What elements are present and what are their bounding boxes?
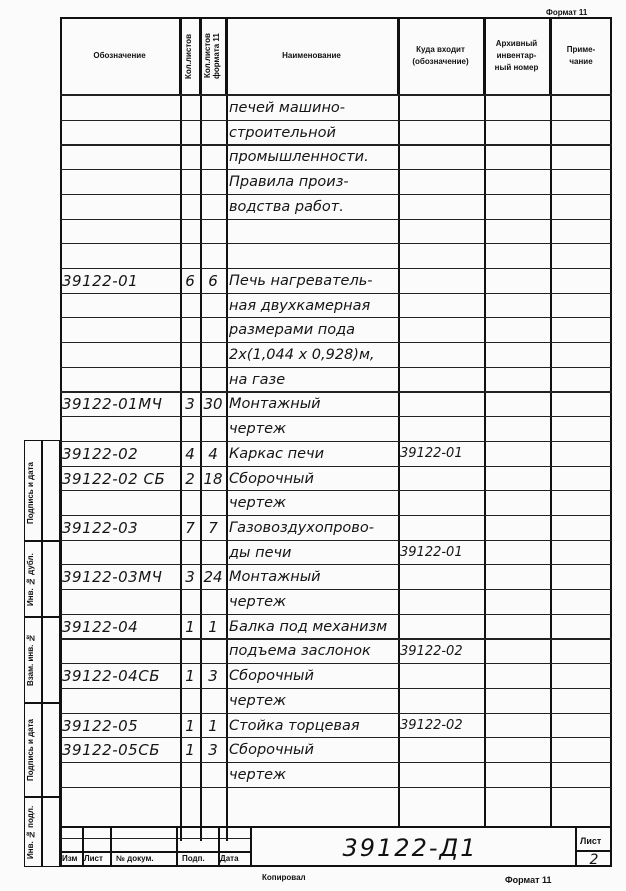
sheets-format-cell: 24 — [203, 568, 223, 587]
name-cell — [229, 220, 397, 244]
name-cell: на газе — [229, 371, 286, 388]
where-used-cell — [400, 615, 484, 639]
where-used-cell — [400, 590, 484, 614]
where-used-cell — [400, 96, 484, 120]
where-used-cell — [400, 269, 484, 293]
where-used-cell — [400, 763, 484, 787]
sheets-count-cell — [180, 294, 200, 318]
sheets-count-cell: 2 — [185, 469, 195, 488]
designation-cell — [62, 195, 178, 219]
designation-cell — [62, 121, 178, 145]
side-label-sign-date-1: Подпись и дата — [26, 462, 35, 524]
sheets-count-cell — [180, 689, 200, 713]
name-cell: Сборочный — [229, 668, 314, 685]
where-used-cell — [400, 145, 484, 169]
header-designation: Обозначение — [60, 17, 180, 95]
designation-cell — [62, 220, 178, 244]
sheet-label: Лист — [580, 836, 602, 846]
where-used-cell — [400, 392, 484, 416]
designation-cell — [62, 541, 178, 565]
where-used-cell — [400, 689, 484, 713]
designation-cell — [62, 343, 178, 367]
header-note: Приме- чание — [566, 45, 596, 66]
name-cell: чертеж — [229, 766, 287, 783]
sheets-format-cell — [200, 96, 226, 120]
designation-cell — [62, 763, 178, 787]
sheets-count-cell: 3 — [185, 568, 195, 587]
sheets-format-cell — [200, 318, 226, 342]
sheets-format-cell — [200, 195, 226, 219]
designation-cell: 39122-04 — [62, 617, 139, 636]
sheets-count-cell — [180, 244, 200, 268]
sheets-format-cell: 18 — [203, 469, 223, 488]
name-cell: ды печи — [229, 544, 292, 561]
where-used-cell — [400, 417, 484, 441]
where-used-cell — [400, 343, 484, 367]
sheets-count-cell: 1 — [185, 741, 195, 760]
document-designation: 39122-Д1 — [342, 834, 478, 862]
sheets-count-cell: 7 — [185, 518, 195, 537]
designation-cell — [62, 145, 178, 169]
sheets-format-cell: 3 — [208, 741, 218, 760]
designation-cell — [62, 590, 178, 614]
where-used-cell — [400, 565, 484, 589]
designation-cell — [62, 96, 178, 120]
sheets-format-cell — [200, 294, 226, 318]
where-used-cell — [400, 121, 484, 145]
sheets-format-cell — [200, 590, 226, 614]
sheets-format-cell: 7 — [208, 518, 218, 537]
sheets-count-cell — [180, 590, 200, 614]
sheet-number: 2 — [589, 851, 599, 868]
sheets-count-cell: 3 — [185, 395, 195, 414]
tb-label-doc: № докум. — [116, 854, 154, 863]
header-where-used: Куда входит (обозначение) — [398, 17, 484, 95]
tb-label-change: Изм — [62, 854, 78, 863]
where-used-cell: 39122-01 — [400, 545, 463, 561]
sheets-count-cell — [180, 121, 200, 145]
sheets-format-cell: 30 — [203, 395, 223, 414]
sheets-format-cell: 1 — [208, 617, 218, 636]
sheets-count-cell — [180, 220, 200, 244]
name-cell: Монтажный — [229, 396, 321, 413]
name-cell: Сборочный — [229, 470, 314, 487]
binding-sep-4 — [24, 796, 60, 798]
name-cell: печей машино- — [229, 100, 346, 116]
name-cell: 2х(1,044 х 0,928)м, — [229, 347, 375, 363]
tb-col-3 — [176, 826, 178, 867]
where-used-cell — [400, 244, 484, 268]
designation-cell: 39122-04СБ — [62, 667, 160, 686]
where-used-cell — [400, 467, 484, 491]
sheets-format-cell — [200, 244, 226, 268]
sheets-format-cell — [200, 417, 226, 441]
name-cell: Стойка торцевая — [229, 717, 360, 734]
header-name: Наименование — [226, 17, 398, 95]
designation-cell — [62, 318, 178, 342]
title-block-row-2 — [60, 851, 250, 853]
where-used-cell — [400, 170, 484, 194]
binding-sep-3 — [24, 702, 60, 704]
sheets-format-cell: 6 — [208, 271, 218, 290]
header-archive-number: Архивный инвентар- ный номер — [484, 17, 550, 95]
designation-cell — [62, 639, 178, 663]
side-label-sign-date-2: Подпись и дата — [26, 719, 35, 781]
name-cell: Монтажный — [229, 569, 321, 586]
designation-cell: 39122-05СБ — [62, 741, 160, 760]
where-used-cell: 39122-02 — [400, 718, 463, 733]
name-cell: Балка под механизм — [229, 618, 388, 635]
designation-cell — [62, 368, 178, 392]
format-label-top: Формат 11 — [546, 8, 588, 17]
designation-cell: 39122-01МЧ — [62, 395, 163, 414]
name-cell: размерами пода — [229, 322, 355, 339]
where-used-cell — [400, 491, 484, 515]
designation-cell: 39122-03МЧ — [62, 568, 163, 587]
designation-cell: 39122-02 — [62, 444, 139, 463]
where-used-cell — [400, 368, 484, 392]
col-line-3 — [226, 17, 228, 841]
footer-format: Формат 11 — [505, 875, 552, 885]
name-cell: водства работ. — [229, 198, 344, 215]
name-cell: чертеж — [229, 594, 287, 610]
where-used-cell — [400, 738, 484, 762]
name-cell: Каркас печи — [229, 445, 325, 462]
side-label-dup-inv: Инв. № дубл. — [26, 553, 35, 607]
name-cell: чертеж — [229, 495, 287, 512]
where-used-cell: 39122-01 — [400, 446, 463, 462]
sheets-count-cell — [180, 318, 200, 342]
name-cell: Правила произ- — [229, 174, 349, 191]
header-sheets-format: Кол.листов формата 11 — [200, 17, 226, 95]
sheets-format-cell — [200, 220, 226, 244]
sheets-count-cell: 1 — [185, 617, 195, 636]
name-cell: промышленности. — [229, 149, 369, 166]
where-used-cell: 39122-02 — [400, 643, 463, 659]
name-cell: подъема заслонок — [229, 643, 371, 660]
sheets-count-cell — [180, 639, 200, 663]
col-line-6 — [550, 17, 552, 827]
sheets-format-cell — [200, 541, 226, 565]
side-label-replace-inv: Взам. инв. № — [26, 633, 35, 687]
sheets-count-cell: 4 — [185, 444, 195, 463]
sheets-count-cell — [180, 145, 200, 169]
sheets-format-cell — [200, 170, 226, 194]
designation-cell — [62, 294, 178, 318]
designation-cell — [62, 417, 178, 441]
sheets-count-cell — [180, 195, 200, 219]
sheets-count-cell — [180, 763, 200, 787]
sheets-format-cell — [200, 368, 226, 392]
where-used-cell — [400, 318, 484, 342]
header-sheets-count: Кол.листов — [180, 17, 200, 95]
binding-sep-2 — [24, 616, 60, 618]
where-used-cell — [400, 294, 484, 318]
designation-cell: 39122-02 СБ — [62, 469, 166, 488]
name-cell — [229, 244, 397, 268]
binding-strip-divider — [41, 440, 43, 867]
tb-label-date: Дата — [220, 854, 239, 863]
sheets-count-cell — [180, 96, 200, 120]
sheets-format-cell — [200, 689, 226, 713]
designation-cell: 39122-01 — [62, 271, 139, 290]
sheets-count-cell — [180, 170, 200, 194]
sheets-format-cell — [200, 145, 226, 169]
sheets-format-cell: 3 — [208, 667, 218, 686]
sheets-count-cell — [180, 541, 200, 565]
sheets-format-cell — [200, 343, 226, 367]
where-used-cell — [400, 195, 484, 219]
sheets-format-cell — [200, 639, 226, 663]
sheets-count-cell: 6 — [185, 271, 195, 290]
name-cell: строительной — [229, 124, 336, 141]
name-cell: Газовоздухопрово- — [229, 519, 374, 536]
footer-copied: Копировал — [262, 873, 306, 882]
sheets-format-cell — [200, 491, 226, 515]
col-line-5 — [484, 17, 486, 827]
designation-cell — [62, 170, 178, 194]
title-block-row-1 — [60, 838, 250, 839]
designation-cell — [62, 244, 178, 268]
designation-cell: 39122-03 — [62, 518, 139, 537]
sheets-count-cell — [180, 491, 200, 515]
sheets-count-cell — [180, 343, 200, 367]
designation-cell: 39122-05 — [62, 716, 139, 735]
designation-cell — [62, 689, 178, 713]
sheets-count-cell — [180, 417, 200, 441]
sheets-format-cell: 4 — [208, 444, 218, 463]
tb-col-2 — [110, 826, 112, 867]
side-label-orig-inv: Инв. № подл. — [26, 805, 35, 859]
name-cell: Сборочный — [229, 742, 314, 759]
where-used-cell — [400, 220, 484, 244]
where-used-cell — [400, 664, 484, 688]
tb-label-sign: Подп. — [182, 854, 205, 863]
sheets-count-cell — [180, 368, 200, 392]
tb-label-sheet: Лист — [84, 854, 103, 863]
where-used-cell — [400, 516, 484, 540]
sheets-count-cell: 1 — [185, 716, 195, 735]
name-cell: Печь нагреватель- — [229, 272, 373, 289]
sheets-format-cell: 1 — [208, 716, 218, 735]
sheets-format-cell — [200, 121, 226, 145]
binding-sep-1 — [24, 540, 60, 542]
sheets-count-cell: 1 — [185, 667, 195, 686]
designation-cell — [62, 491, 178, 515]
name-cell: ная двухкамерная — [229, 297, 371, 314]
name-cell: чертеж — [229, 692, 287, 709]
name-cell: чертеж — [229, 421, 287, 438]
sheets-format-cell — [200, 763, 226, 787]
